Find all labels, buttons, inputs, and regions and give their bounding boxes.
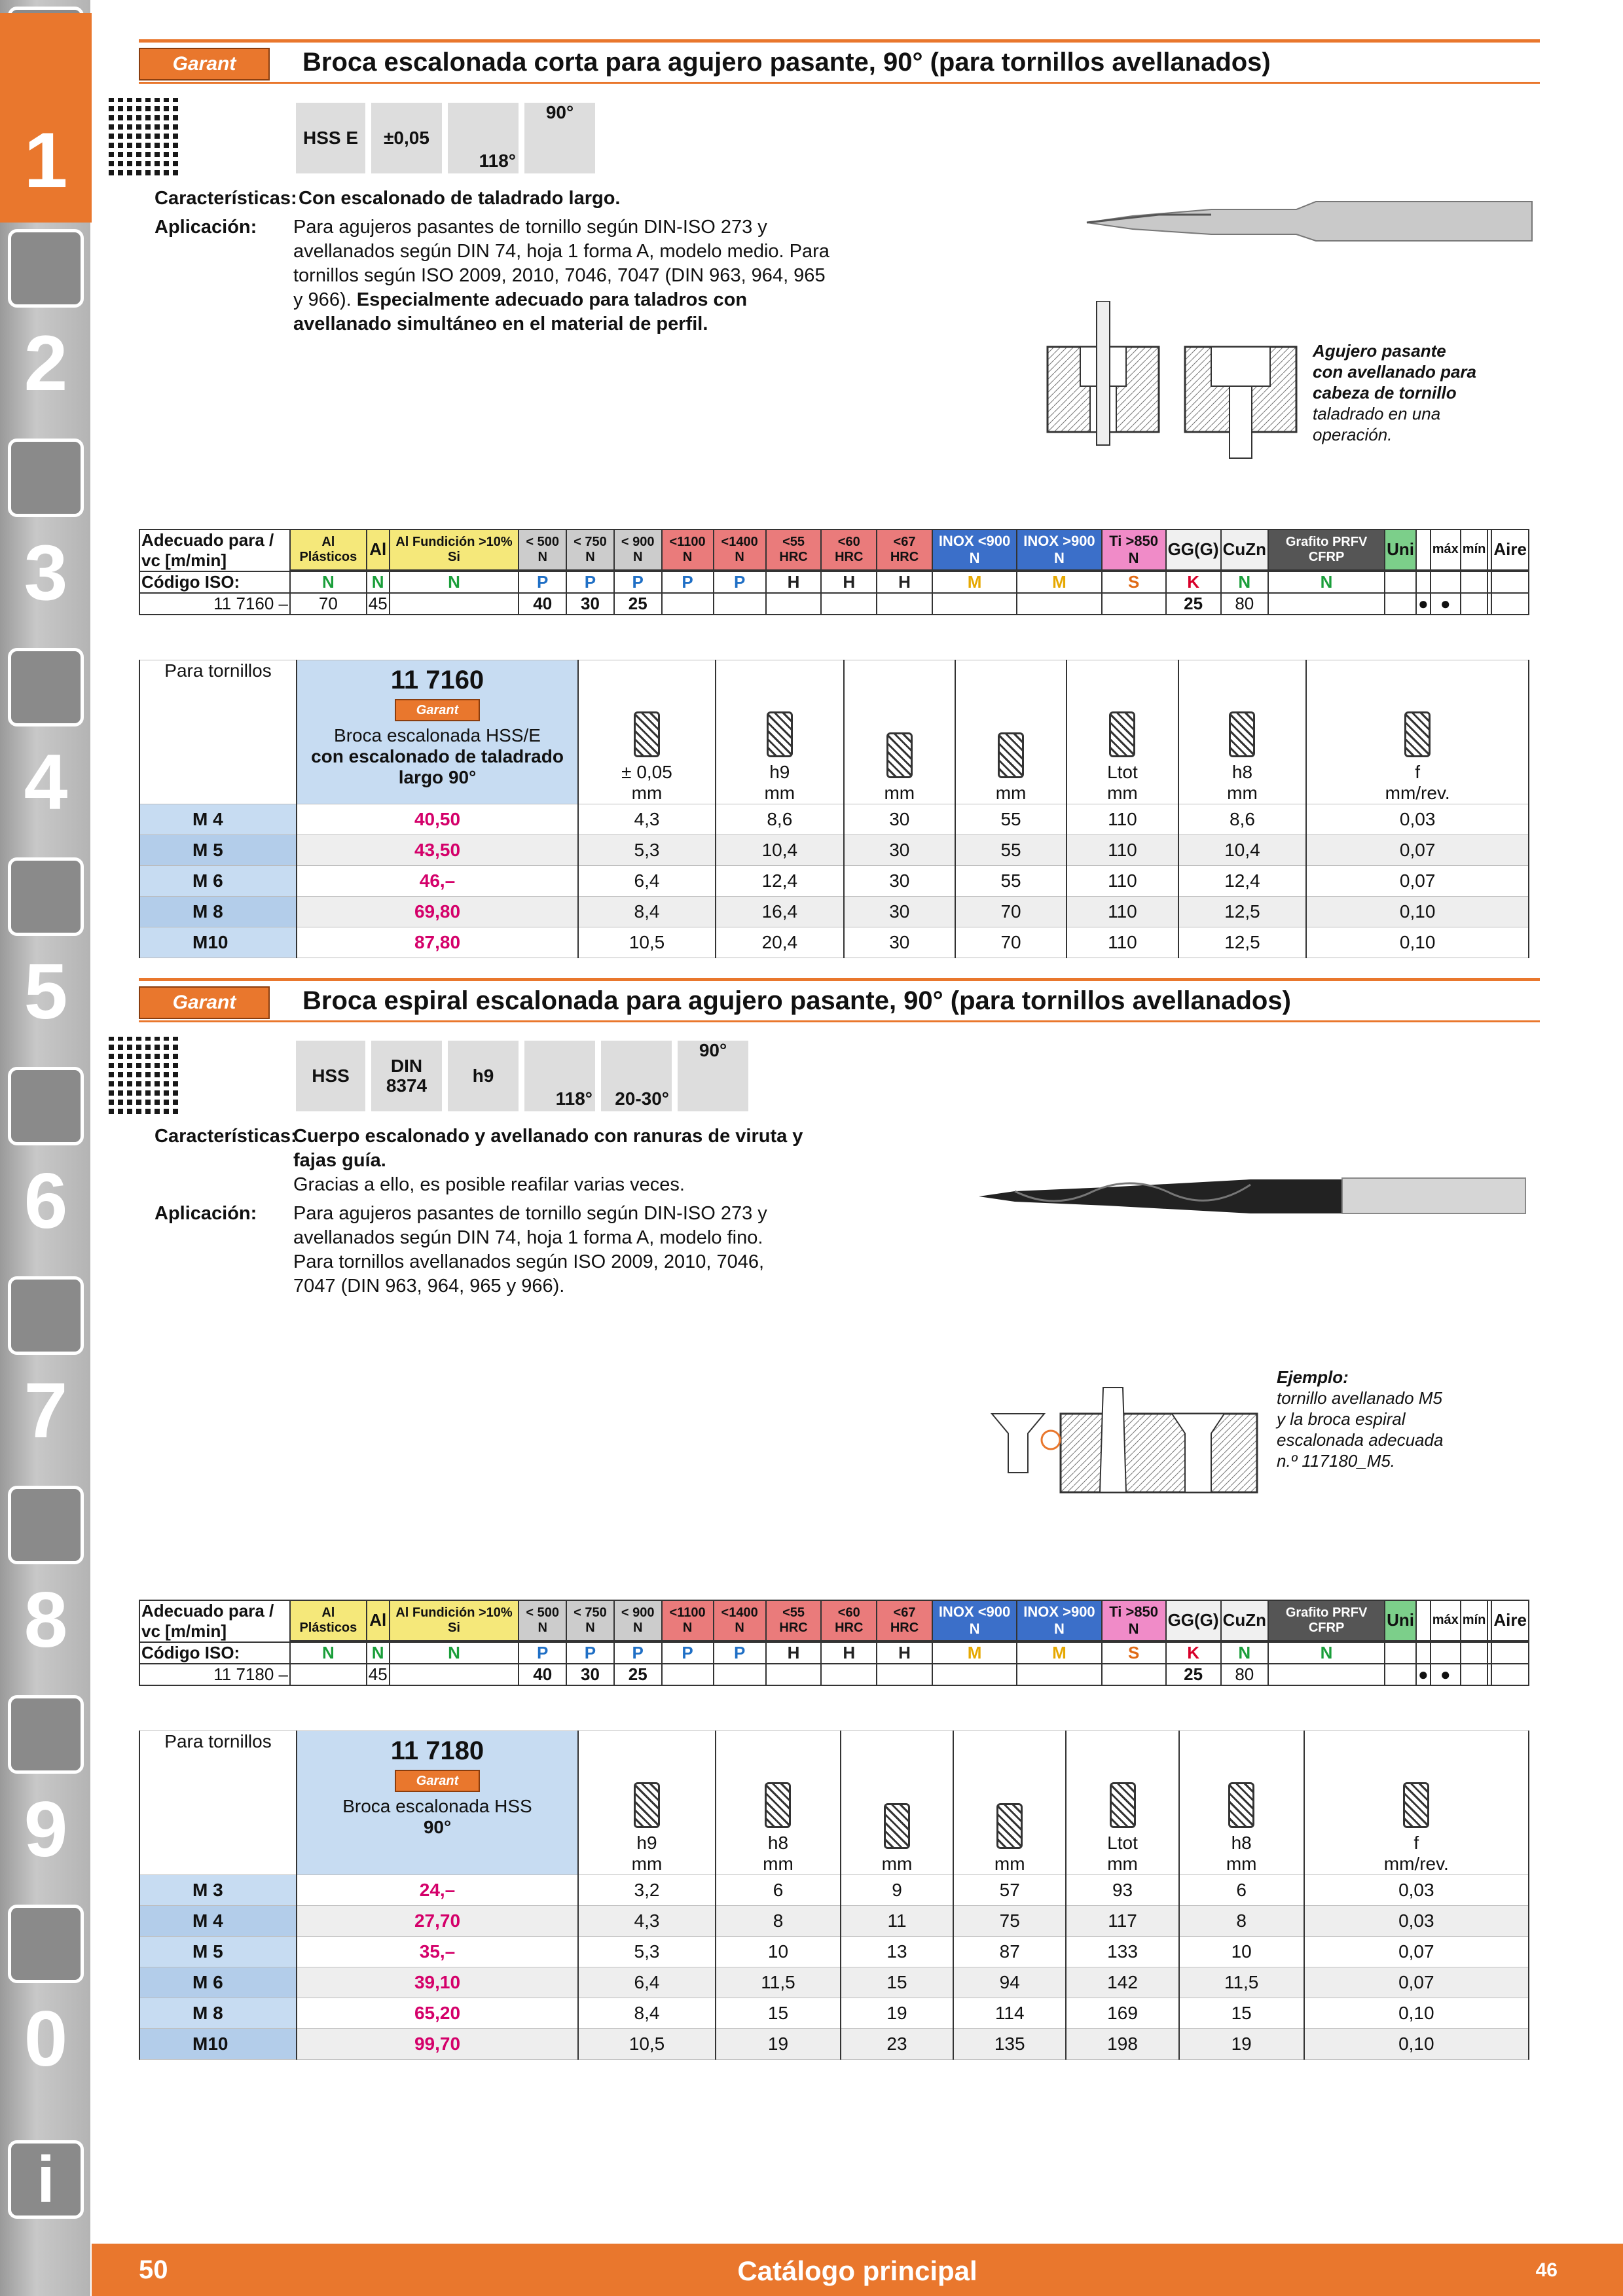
dimension-value: 135 [953,2029,1066,2060]
point-angle-badge: 118° [523,1039,596,1113]
article-text: Broca escalonada HSS/E [334,725,541,745]
price[interactable]: 27,70 [297,1906,578,1937]
countersink-example-diagram [962,1361,1270,1512]
dimension-value: 10 [716,1937,841,1967]
chapter-number: 4 [24,738,68,826]
dimension-value: 110 [1067,835,1178,866]
chapter-number: 8 [24,1576,68,1664]
chapter-tab-6[interactable] [0,1060,92,1270]
dimension-value: 0,03 [1304,1906,1529,1937]
mat-hard-55: <55 HRC [766,529,822,570]
mat-steel-750: < 750 N [566,529,614,570]
mat-hard-67: <67 HRC [877,529,932,570]
screw-size: M 6 [139,1967,297,1998]
dimension-value: 57 [953,1875,1066,1906]
dimension-value: 94 [953,1967,1066,1998]
application-text: Para agujeros pasantes de tornillo según DIN-ISO 273 y avellanados según DIN 74, hoja 1 forma A, modelo fino. Para tornillos avellanados según ISO 2009, 2010, 7046, 7047 (DIN 963, 964, 965 y 966). [293,1203,767,1297]
mat-brass: CuZn [1221,529,1268,570]
dimension-value: 19 [716,2029,841,2060]
col-shank: h8 mm [1178,660,1307,804]
col-l1: mm [844,660,955,804]
application-label: Aplicación: [155,1203,257,1224]
dimension-value: 12,4 [1178,866,1307,897]
dimension-value: 70 [955,897,1067,927]
chapter-sidebar [0,0,92,2296]
dimension-value: 8 [716,1906,841,1937]
dimension-value: 142 [1066,1967,1178,1998]
table-row [139,927,1529,958]
mat-inox-over-900: INOX >900 N [1017,529,1101,570]
dimension-value: 0,03 [1306,804,1529,835]
chapter-tab-2[interactable] [0,223,92,432]
dimension-value: 15 [1179,1998,1304,2029]
price[interactable]: 35,– [297,1937,578,1967]
price[interactable]: 65,20 [297,1998,578,2029]
vc-article-code: 11 7160 – [139,593,290,615]
article-number: 11 7180 [390,1736,484,1765]
table-row [139,1906,1529,1937]
section-title: Broca espiral escalonada para agujero pasante, 90° (para tornillos avellanados) [302,986,1291,1015]
dimension-value: 55 [955,866,1067,897]
col-feed: f mm/rev. [1306,660,1529,804]
chapter-number: 1 [24,117,68,204]
garant-logo-small: Garant [395,699,480,721]
catalog-title: Catálogo principal [737,2255,977,2286]
dimension-value: 133 [1066,1937,1178,1967]
screw-size: M 8 [139,1998,297,2029]
dimension-value: 30 [844,804,955,835]
coolant-icon [1416,529,1431,570]
mat-al: Al [367,529,390,570]
dimension-value: 8,6 [1178,804,1307,835]
screw-size: M 3 [139,1875,297,1906]
dimension-value: 23 [841,2029,953,2060]
dimension-value: 55 [955,804,1067,835]
dimension-value: 30 [844,897,955,927]
mat-al-plastics: Al Plásticos [290,529,367,570]
table-row [139,1937,1529,1967]
info-icon: i [8,2140,84,2219]
chapter-tab-0[interactable] [0,1898,92,2108]
page-number: 50 [139,2255,168,2284]
table-row [139,1998,1529,2029]
dimensions-table [139,660,1529,958]
dimension-value: 8,4 [578,1998,716,2029]
dimension-value: 169 [1066,1998,1178,2029]
price[interactable]: 69,80 [297,897,578,927]
dimension-value: 10,5 [578,2029,716,2060]
safety-glasses-icon [8,1905,84,1983]
dimension-value: 9 [841,1875,953,1906]
chapter-tab-9[interactable] [0,1689,92,1898]
mat-inox-900: INOX <900 N [932,529,1017,570]
tolerance-badge: h9 [447,1039,520,1113]
point-angle-badge: 118° [447,101,520,175]
chapter-number: 7 [24,1367,68,1454]
suitability-table: Adecuado para / vc [m/min] Al Plásticos Al Al Fundición >10% Si < 500 N < 750 N < 900 N <1100 N <1400 N <55 HRC <60 HRC <67 HRC INOX <900 N INOX >900 N Ti >850 N GG(G) CuZn Grafito PRFV CFRP Uni máx mín Aire Código ISO: N N N P P P P P H H H M M S K N N 11 7180 – 45 40 30 25 25 80 ● ● [139,1600,1529,1686]
dimension-value: 8 [1179,1906,1304,1937]
chapter-tab-3[interactable] [0,432,92,641]
dimension-value: 6,4 [578,1967,716,1998]
screws-header: Para tornillos [139,660,297,804]
material-badge: HSS E [295,101,367,175]
screw-size: M 6 [139,866,297,897]
din-badge: DIN 8374 [370,1039,443,1113]
dimension-value: 10 [1179,1937,1304,1967]
example-caption: Ejemplo: tornillo avellanado M5 y la broca espiral escalonada adecuada n.º 117180_M5. [1277,1367,1444,1471]
dimension-value: 110 [1067,804,1178,835]
article-header [297,660,578,804]
dimension-value: 6,4 [578,866,716,897]
dimension-value: 10,5 [578,927,716,958]
garant-logo: Garant [139,48,270,81]
features-text: Con escalonado de taladrado largo. [299,188,621,209]
qr-code[interactable] [105,1037,182,1114]
chapter-tab-info[interactable] [0,2108,92,2238]
suitable-label: Adecuado para / [141,530,274,550]
dimension-value: 0,03 [1304,1875,1529,1906]
mat-titanium: Ti >850 N [1102,529,1166,570]
chapter-number: 0 [24,1995,68,2083]
price[interactable]: 24,– [297,1875,578,1906]
dimension-value: 10,4 [716,835,844,866]
dimension-value: 30 [844,927,955,958]
mat-hard-60: <60 HRC [821,529,877,570]
price[interactable]: 40,50 [297,804,578,835]
dimension-value: 30 [844,835,955,866]
coolant-max: máx [1431,529,1461,570]
iso-code-label: Código ISO: [139,571,290,593]
dimension-value: 0,10 [1304,1998,1529,2029]
chapter-number: 2 [24,319,68,407]
description [155,1124,875,1314]
chapter-tab-4[interactable] [0,641,92,851]
col-d2: h9 mm [716,660,844,804]
dimension-value: 117 [1066,1906,1178,1937]
mat-steel-1100: <1100 N [662,529,714,570]
cabinet-icon [8,1695,84,1774]
dimension-value: 15 [716,1998,841,2029]
chapter-tab-5[interactable] [0,851,92,1060]
table-row [139,2029,1529,2060]
dimension-value: 70 [955,927,1067,958]
dimension-value: 19 [841,1998,953,2029]
screw-size: M 5 [139,835,297,866]
table-row [139,804,1529,835]
dimension-value: 30 [844,866,955,897]
chapter-number: 6 [24,1157,68,1245]
qr-code[interactable] [105,98,182,175]
dimension-value: 4,3 [578,1906,716,1937]
screw-size: M10 [139,2029,297,2060]
dimension-value: 110 [1067,866,1178,897]
price[interactable]: 87,80 [297,927,578,958]
dimension-value: 12,5 [1178,927,1307,958]
mat-universal: Uni [1385,529,1416,570]
dimension-value: 8,4 [578,897,716,927]
chapter-tab-8[interactable] [0,1479,92,1689]
screw-size: M10 [139,927,297,958]
dimension-value: 110 [1067,927,1178,958]
dimension-value: 0,07 [1304,1967,1529,1998]
pliers-icon [8,1276,84,1355]
twist-drill-image [976,1165,1532,1224]
mat-al-cast: Al Fundición >10% Si [390,529,519,570]
dimension-value: 3,2 [578,1875,716,1906]
col-d1: ± 0,05 mm [578,660,716,804]
caliper-icon [8,648,84,726]
table-row [139,897,1529,927]
dimension-value: 16,4 [716,897,844,927]
diagram-caption: Agujero pasante con avellanado para cabeza de tornillo taladrado en una operación. [1313,341,1476,444]
saw-icon [8,857,84,936]
countersink-angle-badge: 90° [523,101,596,175]
dimension-value: 0,07 [1304,1937,1529,1967]
table-row [139,1967,1529,1998]
dimension-value: 0,10 [1306,927,1529,958]
page-footer [92,2244,1623,2296]
dimension-value: 15 [841,1967,953,1998]
table-row [139,866,1529,897]
countersink-angle-badge: 90° [676,1039,750,1113]
dimension-value: 0,10 [1306,897,1529,927]
chapter-number: 3 [24,529,68,617]
material-badge: HSS [295,1039,367,1113]
mat-steel-1400: <1400 N [714,529,766,570]
chapter-tab-7[interactable] [0,1270,92,1479]
dimension-value: 6 [716,1875,841,1906]
features-text: Cuerpo escalonado y avellanado con ranuras de viruta y fajas guía. Gracias a ello, es posible reafilar varias veces. [293,1126,803,1195]
garant-logo: Garant [139,986,270,1019]
screw-size: M 4 [139,804,297,835]
dimension-value: 5,3 [578,1937,716,1967]
col-l2: mm [955,660,1067,804]
suitability-table: Adecuado para / vc [m/min] Al Plásticos Al Al Fundición >10% Si < 500 N < 750 N < 900 N <1100 N <1400 N <55 HRC <60 HRC <67 HRC INOX <900 N INOX >900 N Ti >850 N GG(G) CuZn Grafito PRFV CFRP Uni máx mín Aire Código ISO: N N N P P P P P H H H M M S K N N 11 7160 – 70 45 40 30 25 25 80 ● ● [139,529,1529,615]
dimension-value: 6 [1179,1875,1304,1906]
dimension-value: 5,3 [578,835,716,866]
col-ltot: Ltot mm [1067,660,1178,804]
dimension-value: 198 [1066,2029,1178,2060]
article-number: 11 7160 [390,666,484,694]
step-drill-image [1080,190,1539,249]
dimension-value: 4,3 [578,804,716,835]
table-row [139,835,1529,866]
section-title: Broca escalonada corta para agujero pasante, 90° (para tornillos avellanados) [302,48,1271,77]
dimension-value: 110 [1067,897,1178,927]
price[interactable]: 43,50 [297,835,578,866]
vc-label: vc [m/min] [141,550,227,570]
price[interactable]: 99,70 [297,2029,578,2060]
dimensions-table: Para tornillos 11 7180 Garant Broca escalonada HSS 90° h9 mm h8 mm mm mm Ltot mm h8 mm f mm/rev. M 3 24,– 3,2 6 9 57 93 6 0,03 M 4 27,70 4,3 8 11 75 117 8 0,03 M 5 35,– 5,3 10 13 87 133 10 0,07 M 6 39,10 6,4 11,5 15 94 142 11,5 0,07 M 8 65,20 8,4 15 19 114 169 15 0,10 M10 99,70 10,5 19 23 135 198 19 0,10 [139,1731,1529,2060]
dimension-value: 11,5 [1179,1967,1304,1998]
dimension-value: 0,07 [1306,866,1529,897]
application-label: Aplicación: [155,217,257,238]
screw-size: M 5 [139,1937,297,1967]
screw-size: M 4 [139,1906,297,1937]
description [155,187,875,337]
dimension-value: 19 [1179,2029,1304,2060]
wrench-icon [8,1067,84,1145]
mat-cast-iron: GG(G) [1166,529,1221,570]
dimension-value: 8,6 [716,804,844,835]
mat-steel-900: < 900 N [614,529,662,570]
insert-icon [8,229,84,308]
dimension-value: 55 [955,835,1067,866]
dimension-value: 10,4 [1178,835,1307,866]
tool-set-icon [8,1486,84,1564]
helix-angle-badge: 20-30° [600,1039,673,1113]
dimension-value: 75 [953,1906,1066,1937]
screw-size: M 8 [139,897,297,927]
mat-steel-500: < 500 N [519,529,566,570]
dimension-value: 11 [841,1906,953,1937]
chapter-tab-1-active[interactable] [0,13,92,223]
coolant-min: mín [1461,529,1488,570]
through-hole-diagram [1034,301,1316,471]
dimension-value: 87 [953,1937,1066,1967]
dimension-value: 0,07 [1306,835,1529,866]
section-header [139,39,1540,84]
article-bold: con escalonado de taladrado largo 90° [311,746,564,787]
features-label: Características: [155,1126,297,1147]
tolerance-badge: ±0,05 [370,101,443,175]
dimension-value: 13 [841,1937,953,1967]
tap-icon [8,439,84,517]
dimension-value: 12,5 [1178,897,1307,927]
table-row [139,1875,1529,1906]
price[interactable]: 46,– [297,866,578,897]
dimension-value: 12,4 [716,866,844,897]
chapter-number: 9 [24,1785,68,1873]
price[interactable]: 39,10 [297,1967,578,1998]
chapter-number: 5 [24,948,68,1035]
dimension-value: 11,5 [716,1967,841,1998]
dimension-value: 93 [1066,1875,1178,1906]
features-label: Características: [155,188,297,209]
section-header [139,978,1540,1022]
dimension-value: 114 [953,1998,1066,2029]
dimension-value: 20,4 [716,927,844,958]
footer-number: 46 [1535,2259,1558,2281]
dimension-value: 0,10 [1304,2029,1529,2060]
air-coolant: Aire [1491,529,1529,570]
application-text: Para agujeros pasantes de tornillo según DIN-ISO 273 y avellanados según DIN 74, hoja 1 forma A, modelo medio. Para tornillos según ISO 2009, 2010, 7046, 7047 (DIN 963, 964, 965 y 966). Especialmente adecuado para taladros con avellanado simultáneo en el material de perfil. [293,217,830,334]
mat-graphite: Grafito PRFV CFRP [1268,529,1385,570]
